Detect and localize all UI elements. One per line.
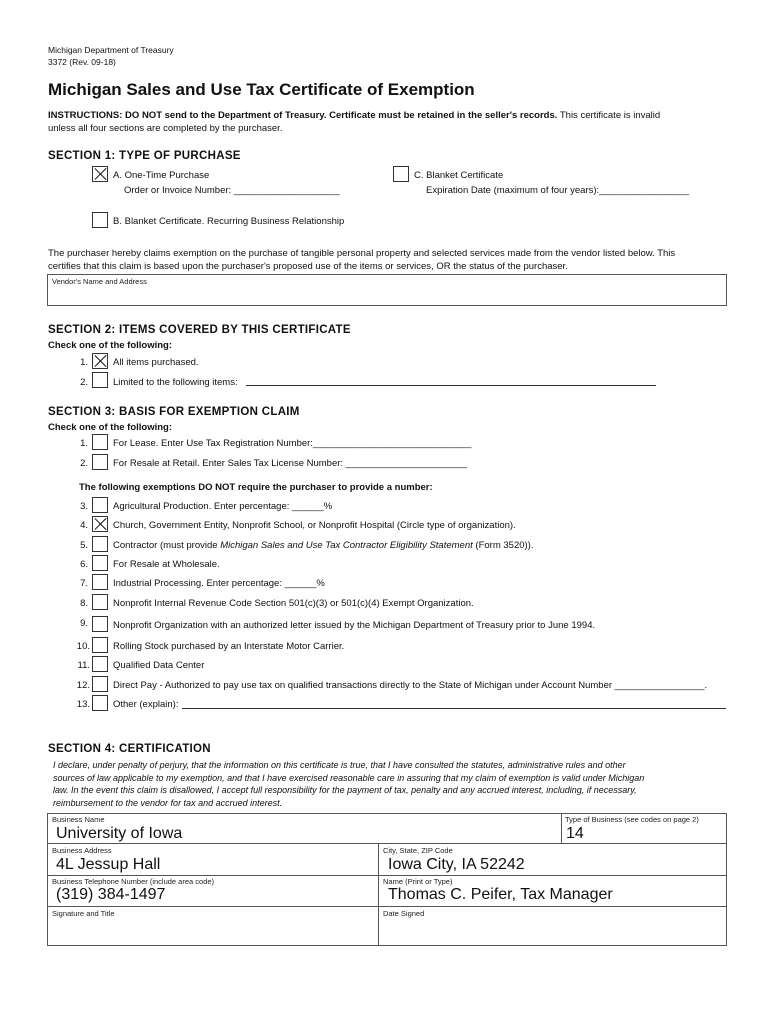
s3-num-13: 13. [76,699,90,710]
s3-checkbox-5[interactable] [92,536,108,552]
option-a-label: A. One-Time Purchase [113,170,210,181]
s2-num-2: 2. [80,377,88,388]
s3-checkbox-12[interactable] [92,676,108,692]
s3-num-2: 2. [80,458,88,469]
s3-label-10: Rolling Stock purchased by an Interstate Motor Carrier. [113,641,345,652]
city-state-zip-value[interactable]: Iowa City, IA 52242 [388,856,525,873]
instructions [48,110,660,121]
expiration-date-field[interactable]: Expiration Date (maximum of four years):_________________ [426,185,689,196]
option-b-checkbox[interactable] [92,212,108,228]
s3-num-8: 8. [80,598,88,609]
s3-num-1: 1. [80,438,88,449]
s3-checkbox-7[interactable] [92,574,108,590]
s3-num-3: 3. [80,501,88,512]
section2-check-one: Check one of the following: [48,340,173,351]
business-type-value[interactable]: 14 [566,825,584,842]
cert-line-1: I declare, under penalty of perjury, that the information on this certificate is true, that I have consulted the statutes, administrative rules and other [53,760,626,770]
s2-checkbox-1[interactable] [92,353,108,369]
s3-label-9: Nonprofit Organization with an authorized letter issued by the Michigan Department of Treasury prior to June 1994. [113,620,596,631]
s2-label-2: Limited to the following items: [113,377,238,388]
s3-checkbox-10[interactable] [92,637,108,653]
cert-line-3: law. In the event this claim is disallowed, I accept full responsibility for the payment of tax, penalty and any accrued interest, including, if necessary, [53,785,637,795]
city-state-zip-label: City, State, ZIP Code [383,846,453,855]
agency-name: Michigan Department of Treasury [48,45,174,55]
s3-checkbox-8[interactable] [92,594,108,610]
page-title: Michigan Sales and Use Tax Certificate of Exemption [48,80,475,99]
s3-checkbox-9[interactable] [92,616,108,632]
signature-field[interactable] [48,918,376,944]
signature-label: Signature and Title [52,909,115,918]
s3-checkbox-13[interactable] [92,695,108,711]
option-c-label: C. Blanket Certificate [414,170,504,181]
s3-num-7: 7. [80,578,88,589]
s3-label-1: For Lease. Enter Use Tax Registration Number:______________________________ [113,438,472,449]
s3-checkbox-2[interactable] [92,454,108,470]
s3-num-11: 11. [77,660,90,671]
s3-label-4: Church, Government Entity, Nonprofit School, or Nonprofit Hospital (Circle type of organization). [113,520,516,531]
option-b-label: B. Blanket Certificate. Recurring Business Relationship [113,216,345,227]
claim-text-line2: certifies that this claim is based upon the purchaser's proposed use of the items or services, OR the status of the purchaser. [48,261,568,272]
form-number: 3372 (Rev. 09-18) [48,57,116,67]
s3-label-5-post: (Form 3520)). [472,540,534,551]
s3-checkbox-4[interactable] [92,516,108,532]
s2-checkbox-2[interactable] [92,372,108,388]
s3-num-6: 6. [80,559,88,570]
instructions-rest: This certificate is invalid [557,110,661,121]
order-number-field[interactable]: Order or Invoice Number: ____________________ [124,185,340,196]
s2-num-1: 1. [80,357,88,368]
section2-heading: SECTION 2: ITEMS COVERED BY THIS CERTIFICATE [48,324,351,336]
print-name-label: Name (Print or Type) [383,877,453,886]
s3-label-5-pre: Contractor (must provide [113,540,221,551]
s3-checkbox-11[interactable] [92,656,108,672]
s3-label-5 [113,540,533,551]
section1-heading: SECTION 1: TYPE OF PURCHASE [48,150,241,162]
vendor-label: Vendor's Name and Address [52,277,147,286]
s3-label-5-italic: Michigan Sales and Use Tax Contractor Eligibility Statement [220,540,473,551]
s3-label-7: Industrial Processing. Enter percentage: ______% [113,578,325,589]
col-divider-mid [378,843,379,946]
s3-checkbox-6[interactable] [92,555,108,571]
claim-text-line1: The purchaser hereby claims exemption on the purchase of tangible personal property and selected services made from the vendor listed below. This [48,248,676,259]
s3-num-10: 10. [76,641,90,652]
s3-num-4: 4. [80,520,88,531]
row-divider-1 [47,843,727,844]
cert-line-2: sources of law applicable to my exemption, and that I have exercised reasonable care in assuring that my claim of exemption is valid under Michigan [53,772,645,783]
s3-num-9: 9. [80,618,88,629]
no-number-note: The following exemptions DO NOT require the purchaser to provide a number: [79,482,433,493]
date-signed-label: Date Signed [383,909,425,918]
section4-heading: SECTION 4: CERTIFICATION [48,743,211,755]
s2-items-line[interactable] [246,385,656,386]
s3-label-6: For Resale at Wholesale. [113,559,220,570]
s3-label-11: Qualified Data Center [113,660,205,671]
business-type-label: Type of Business (see codes on page 2) [565,815,699,824]
option-c-checkbox[interactable] [393,166,409,182]
phone-value[interactable]: (319) 384-1497 [56,886,166,903]
s3-label-3: Agricultural Production. Enter percentage: ______% [113,501,333,512]
s3-num-5: 5. [80,540,88,551]
s3-checkbox-3[interactable] [92,497,108,513]
cert-line-4: reimbursement to the vendor for tax and accrued interest. [53,797,283,808]
s3-num-12: 12. [76,680,90,691]
s3-label-2: For Resale at Retail. Enter Sales Tax License Number: _______________________ [113,458,468,469]
section3-check-one: Check one of the following: [48,422,173,433]
print-name-value[interactable]: Thomas C. Peifer, Tax Manager [388,886,613,903]
s3-label-8: Nonprofit Internal Revenue Code Section 501(c)(3) or 501(c)(4) Exempt Organization. [113,598,474,609]
row-divider-2 [47,875,727,876]
business-address-value[interactable]: 4L Jessup Hall [56,856,161,873]
date-signed-field[interactable] [380,918,725,944]
row-divider-3 [47,906,727,907]
s2-label-1: All items purchased. [113,357,199,368]
s3-checkbox-1[interactable] [92,434,108,450]
option-a-checkbox[interactable] [92,166,108,182]
other-explain-line[interactable] [182,708,726,709]
col-divider-top [561,813,562,843]
instructions-bold: INSTRUCTIONS: DO NOT send to the Department of Treasury. Certificate must be retained in the seller's records. [48,110,558,121]
s3-label-12: Direct Pay - Authorized to pay use tax on qualified transactions directly to the State of Michigan under Account Number _________________. [113,680,708,691]
business-name-label: Business Name [52,815,105,824]
business-name-value[interactable]: University of Iowa [56,825,183,842]
phone-label: Business Telephone Number (include area code) [52,877,215,886]
certification-text [53,759,733,809]
instructions-line2: unless all four sections are completed by the purchaser. [48,123,283,134]
s3-label-13: Other (explain): [113,699,179,710]
section3-heading: SECTION 3: BASIS FOR EXEMPTION CLAIM [48,406,300,418]
business-address-label: Business Address [52,846,112,855]
vendor-box[interactable] [47,274,727,306]
